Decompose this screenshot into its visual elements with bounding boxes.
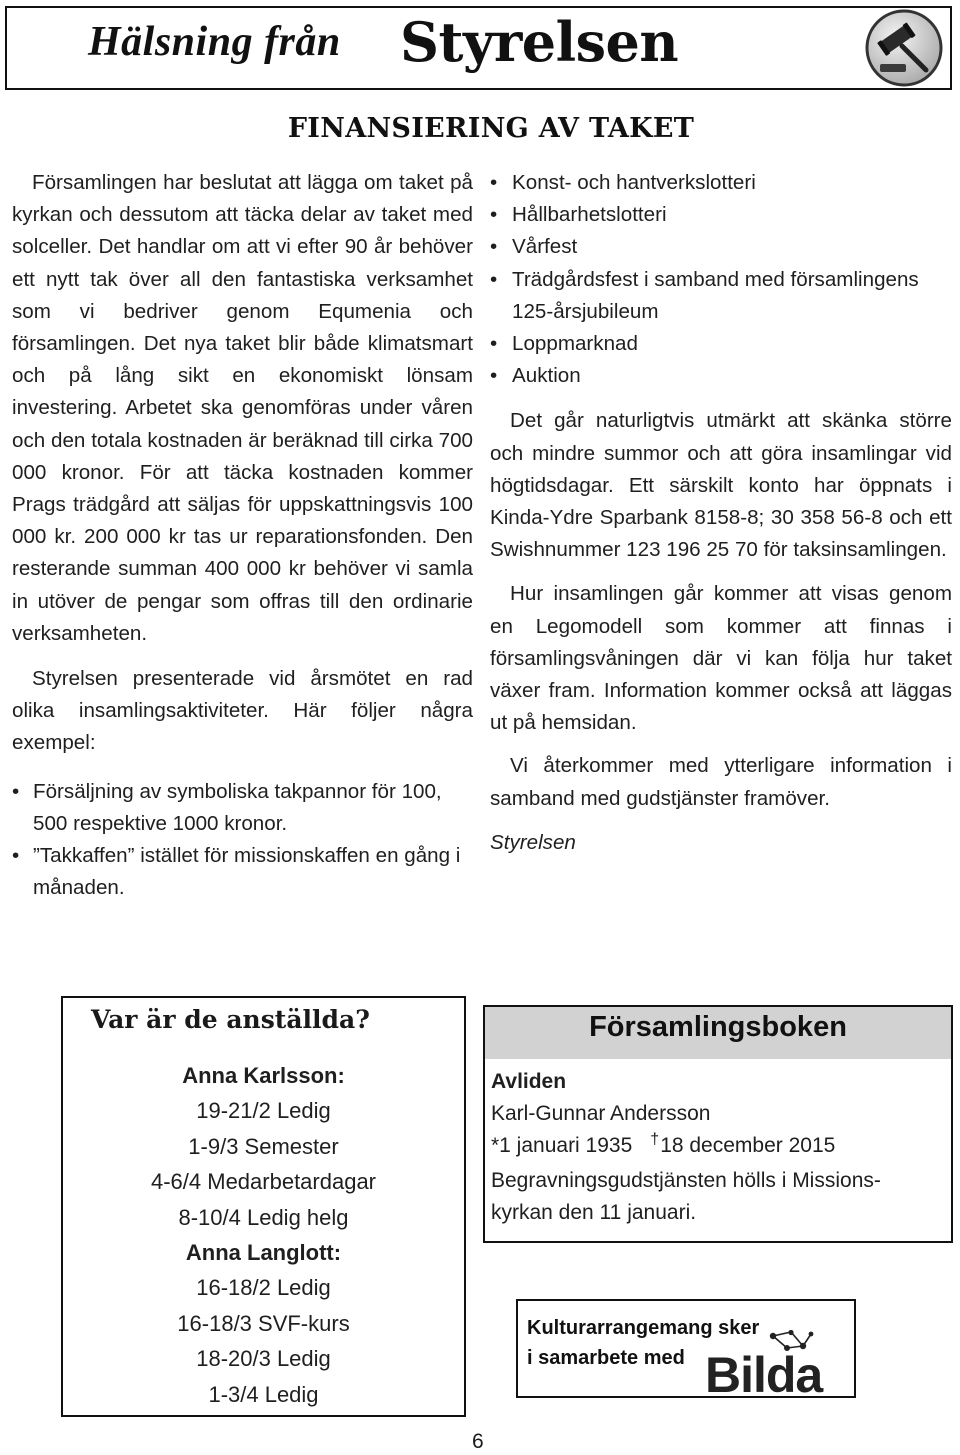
schedule-entry: 16-18/2 Ledig xyxy=(196,1275,331,1301)
list-item: • Loppmarknad xyxy=(490,328,952,360)
schedule-entry: 4-6/4 Medarbetardagar xyxy=(150,1169,377,1195)
schedule-entry: 1-3/4 Ledig xyxy=(208,1381,319,1407)
article-left-column xyxy=(12,167,473,904)
staff-box-title: Var är de anställda? xyxy=(91,1005,370,1034)
article-paragraph: Hur insamlingen går kommer att visas genom en Legomodell som kommer att finnas i församlingsvåningen där vi kan följa hur taket växer fram. Information kommer också att läggas ut på hemsidan. xyxy=(490,582,952,735)
culture-line: i samarbete med xyxy=(527,1347,685,1369)
list-item: • Vårfest xyxy=(490,231,952,263)
article-signature: Styrelsen xyxy=(490,830,576,854)
life-dates xyxy=(491,1130,946,1164)
list-item: • Hållbarhetslotteri xyxy=(490,199,952,231)
funeral-note-line: kyrkan den 11 januari. xyxy=(491,1200,697,1224)
article-paragraph: Vi återkommer med ytterligare information i samband med gudstjänster framöver. xyxy=(490,754,952,810)
schedule-entry: 19-21/2 Ledig xyxy=(196,1098,331,1124)
death-date: 18 december 2015 xyxy=(660,1134,836,1158)
parish-book-title: Församlingsboken xyxy=(589,1011,847,1043)
schedule-entry: 18-20/3 Ledig xyxy=(196,1346,331,1372)
bilda-logo-text: Bilda xyxy=(705,1347,823,1396)
gavel-icon xyxy=(864,8,944,88)
activity-list xyxy=(490,167,952,392)
deceased-name: Karl-Gunnar Andersson xyxy=(491,1102,711,1126)
page-number: 6 xyxy=(472,1430,484,1453)
entry-label: Avliden xyxy=(491,1070,567,1093)
schedule-entry: 8-10/4 Ledig helg xyxy=(178,1204,349,1230)
culture-line: Kulturarrangemang sker xyxy=(527,1317,760,1339)
staff-name: Anna Karlsson: xyxy=(182,1063,345,1088)
cross-symbol: † xyxy=(650,1131,660,1149)
bilda-logo xyxy=(703,1330,853,1396)
header-title-bold: Styrelsen xyxy=(400,10,679,74)
birth-date: *1 januari 1935 xyxy=(491,1134,633,1158)
list-item: • ”Takkaffen” istället för missionskaffen en gång i månaden. xyxy=(12,840,473,904)
schedule-entry: 16-18/3 SVF-kurs xyxy=(177,1310,350,1336)
funeral-note-line: Begravningsgudstjänsten hölls i Missions- xyxy=(491,1168,881,1192)
schedule-entry: 1-9/3 Semester xyxy=(188,1133,339,1159)
parish-book-entry xyxy=(491,1066,946,1229)
staff-schedule xyxy=(63,1058,464,1412)
article-heading: FINANSIERING AV TAKET xyxy=(287,113,695,144)
list-item: • Trädgårdsfest i samband med församlingens 125-årsjubileum xyxy=(490,264,952,328)
header-title-italic: Hälsning från xyxy=(88,19,341,65)
article-paragraph: Församlingen har beslutat att lägga om taket på kyrkan och dessutom att täcka delar av taket med solceller. Det handlar om att vi efter 90 år behöver ett nytt tak över all den fantastiska verksamhet som vi bedriver genom Equmenia och församlingen. Det nya taket blir både klimatsmart och på lång sikt en ekonomiskt lönsam investering. Arbetet ska genomföras under våren och den totala kostnaden är beräknad till cirka 700 000 kronor. För att täcka kostnaden kommer Prags trädgård att säljas för uppskattningsvis 100 000 kr. 200 000 kr tas ur reparationsfonden. Den resterande summan 400 000 kr behöver vi samla in utöver de pengar som offras till den ordinarie verksamheten. xyxy=(12,171,473,645)
list-item: • Försäljning av symboliska takpannor för 100, 500 respektive 1000 kronor. xyxy=(12,776,473,840)
article-paragraph: Det går naturligtvis utmärkt att skänka större och mindre summor och att göra insamlingar vid högtidsdagar. Ett särskilt konto har öppnats i Kinda-Ydre Sparbank 8158-8; 30 358 56-8 och ett Swishnummer 123 196 25 70 för taksinsamlingen. xyxy=(490,409,952,562)
article-right-column xyxy=(490,167,952,859)
list-item: • Auktion xyxy=(490,360,952,392)
staff-name: Anna Langlott: xyxy=(185,1240,342,1266)
activity-list xyxy=(12,776,473,905)
list-item: • Konst- och hantverkslotteri xyxy=(490,167,952,199)
article-paragraph: Styrelsen presenterade vid årsmötet en rad olika insamlingsaktiviteter. Här följer några exempel: xyxy=(12,667,473,755)
